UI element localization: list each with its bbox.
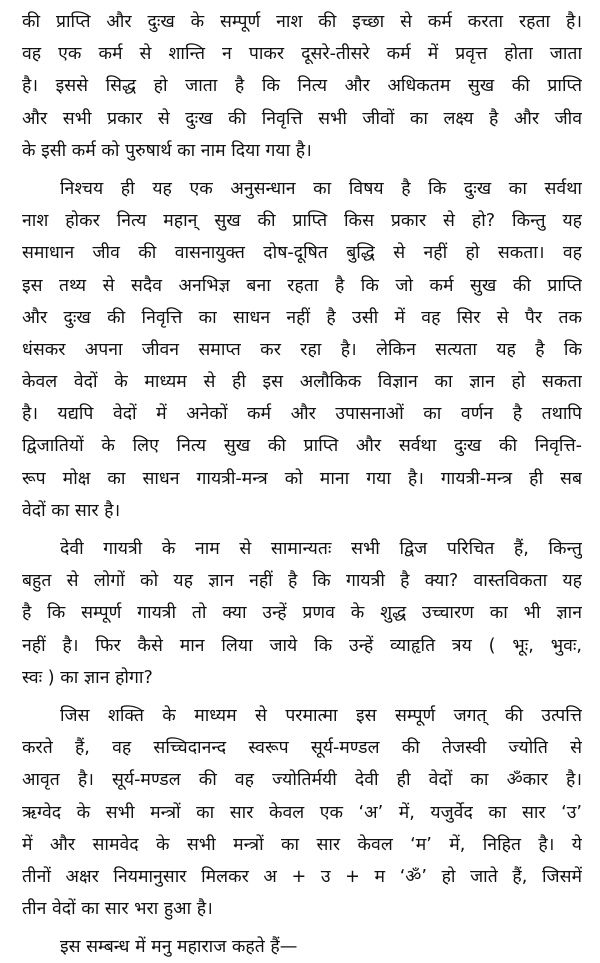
paragraph-1: [22, 6, 582, 167]
text-line: आवृत है। सूर्य-मण्डल की वह ज्योतिर्मयी देवी ही वेदों का ॐकार है।: [22, 770, 582, 791]
text-line: और दुःख की निवृत्ति का साधन नहीं है उसी में वह सिर से पैर तक: [22, 307, 582, 328]
text-line: बहुत से लोगों को यह ज्ञान नहीं है कि गायत्री है क्या? वास्तविकता यह: [22, 571, 582, 592]
text-line: है। इससे सिद्ध हो जाता है कि नित्य और अधिकतम सुख की प्राप्ति: [22, 76, 582, 97]
text-line: तीन वेदों का सार भरा हुआ है।: [22, 899, 213, 920]
text-line: है। यद्यपि वेदों में अनेकों कर्म और उपासनाओं का वर्णन है तथापि: [22, 404, 582, 425]
text-line: इस तथ्य से सदैव अनभिज्ञ बना रहता है कि जो कर्म सुख की प्राप्ति: [22, 275, 582, 296]
text-line: समाधान जीव की वासनायुक्त दोष-दूषित बुद्धि से नहीं हो सकता। वह: [22, 243, 582, 264]
paragraph-5: [22, 931, 582, 963]
text-line: तीनों अक्षर नियमानुसार मिलकर अ + उ + म ‘ॐ’ हो जाते हैं, जिसमें: [22, 866, 582, 887]
text-line: द्विजातियों के लिए नित्य सुख की प्राप्ति और सर्वथा दुःख की निवृत्ति-: [22, 436, 582, 457]
text-line: वेदों का सार है।: [22, 500, 121, 521]
paragraph-2: [22, 173, 582, 527]
text-line: देवी गायत्री के नाम से सामान्यतः सभी द्विज परिचित हैं, किन्तु: [60, 539, 582, 559]
document-page: [22, 6, 582, 963]
paragraph-4: [22, 700, 582, 925]
text-line: इस सम्बन्ध में मनु महाराज कहते हैं—: [60, 937, 298, 958]
text-line: धंसकर अपना जीवन समाप्त कर रहा है। लेकिन सत्यता यह है कि: [22, 339, 582, 360]
text-line: करते हैं, वह सच्चिदानन्द स्वरूप सूर्य-मण्डल की तेजस्वी ज्योति से: [22, 738, 582, 759]
text-line: में और सामवेद के सभी मन्त्रों का सार केवल ‘म’ में, निहित है। ये: [22, 834, 582, 855]
text-line: स्वः ) का ज्ञान होगा?: [22, 667, 153, 688]
text-line: और सभी प्रकार से दुःख की निवृत्ति सभी जीवों का लक्ष्य है और जीव: [22, 108, 582, 129]
text-line: है कि सम्पूर्ण गायत्री तो क्या उन्हें प्रणव के शुद्ध उच्चारण का भी ज्ञान: [22, 603, 582, 624]
text-line: के इसी कर्म को पुरुषार्थ का नाम दिया गया है।: [22, 140, 312, 161]
text-line: निश्चय ही यह एक अनुसन्धान का विषय है कि दुःख का सर्वथा: [60, 178, 582, 199]
text-line: नहीं है। फिर कैसे मान लिया जाये कि उन्हें व्याहृति त्रय ( भूः, भुवः,: [22, 635, 582, 656]
text-line: ऋग्वेद के सभी मन्त्रों का सार केवल एक ‘अ’ में, यजुर्वेद का सार ‘उ’: [22, 802, 582, 823]
text-line: जिस शक्ति के माध्यम से परमात्मा इस सम्पूर्ण जगत् की उत्पत्ति: [60, 705, 582, 726]
paragraph-3: [22, 533, 582, 694]
text-line: रूप मोक्ष का साधन गायत्री-मन्त्र को माना गया है। गायत्री-मन्त्र ही सब: [22, 468, 582, 489]
text-line: वह एक कर्म से शान्ति न पाकर दूसरे-तीसरे कर्म में प्रवृत्त होता जाता: [22, 44, 582, 65]
text-line: नाश होकर नित्य महान् सुख की प्राप्ति किस प्रकार से हो? किन्तु यह: [22, 211, 582, 232]
text-line: केवल वेदों के माध्यम से ही इस अलौकिक विज्ञान का ज्ञान हो सकता: [22, 372, 582, 393]
text-line: की प्राप्ति और दुःख के सम्पूर्ण नाश की इच्छा से कर्म करता रहता है।: [22, 12, 582, 32]
